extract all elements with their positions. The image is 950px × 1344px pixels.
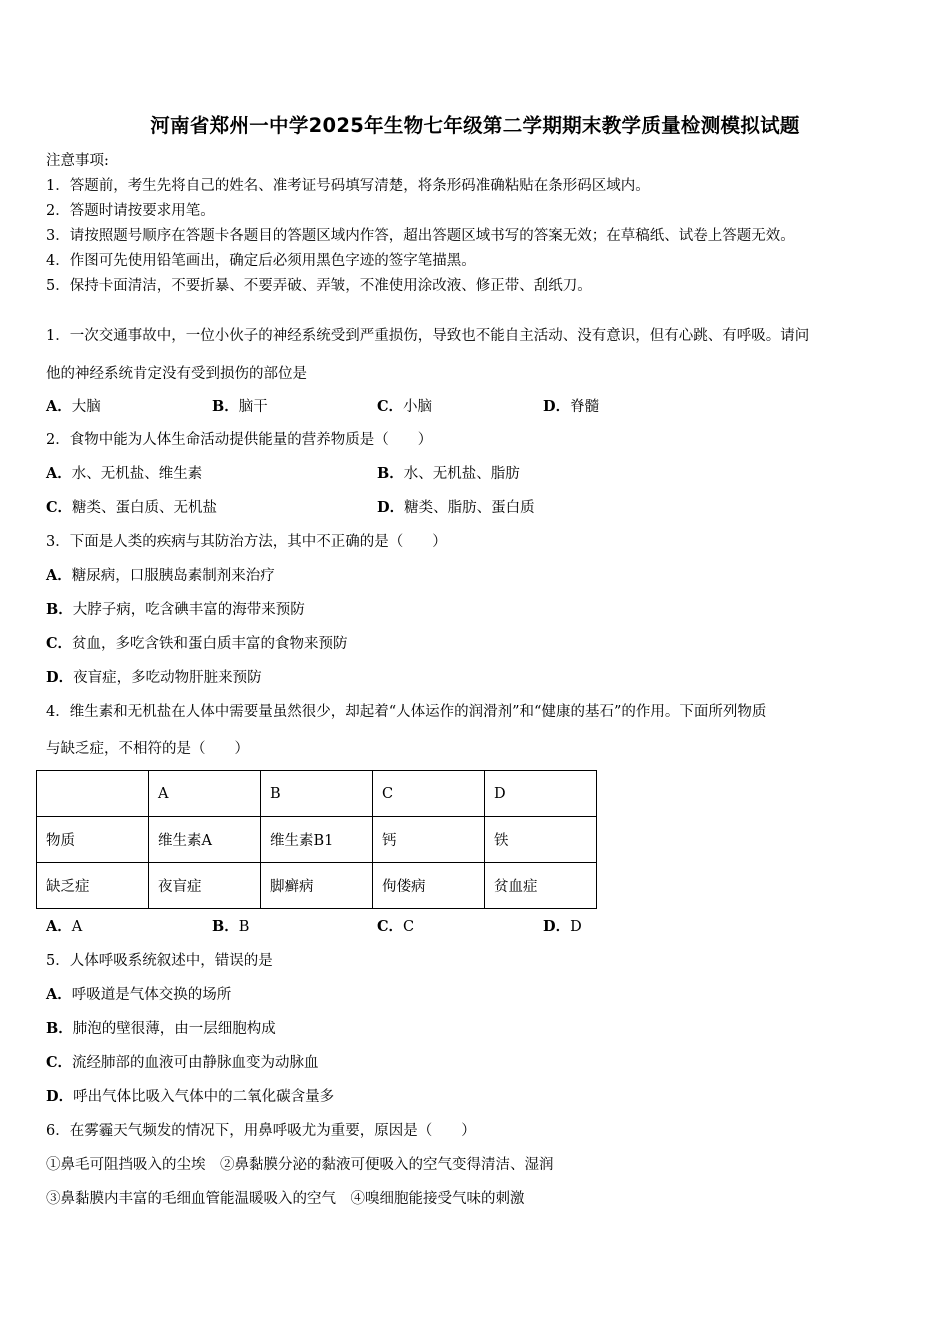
option-letter: A．	[46, 986, 72, 1003]
option-text: 大脖子病，吃含碘丰富的海带来预防	[72, 602, 305, 618]
option-text: 水、无机盐、维生素	[71, 466, 203, 482]
option-letter: B．	[46, 601, 73, 618]
question-3-stem: 3．下面是人类的疾病与其防治方法，其中不正确的是（ ）	[46, 534, 447, 550]
option-letter: D．	[377, 499, 405, 516]
question-5-option-c	[46, 1053, 319, 1073]
question-5-option-a	[46, 985, 231, 1005]
notice-item: 4．作图可先使用铅笔画出，确定后必须用黑色字迹的签字笔描黑。	[46, 253, 476, 269]
notice-item: 5．保持卡面清洁，不要折暴、不要弄破、弄皱，不准使用涂改液、修正带、刮纸刀。	[46, 278, 592, 294]
option-text: 呼出气体比吸入气体中的二氧化碳含量多	[73, 1089, 335, 1105]
option-text: D	[570, 919, 582, 935]
option-text: 大脑	[71, 399, 101, 415]
question-2-stem: 2．食物中能为人体生命活动提供能量的营养物质是（ ）	[46, 432, 433, 448]
option-letter: B．	[212, 398, 239, 415]
question-5-stem: 5．人体呼吸系统叙述中，错误的是	[46, 953, 273, 969]
question-4-table	[36, 770, 597, 909]
question-6-statement: ③鼻黏膜内丰富的毛细血管能温暖吸入的空气 ④嗅细胞能接受气味的刺激	[46, 1191, 525, 1207]
option-letter: C．	[46, 635, 73, 652]
question-2-option-a	[46, 464, 202, 484]
question-4-stem: 与缺乏症，不相符的是（ ）	[46, 741, 249, 757]
table-cell: 维生素A	[149, 817, 261, 863]
option-text: 糖类、蛋白质、无机盐	[72, 500, 218, 516]
question-1-stem: 1．一次交通事故中，一位小伙子的神经系统受到严重损伤，导致也不能自主活动、没有意识，但有心跳、有呼吸。请问	[46, 328, 810, 344]
question-1-option-c	[377, 397, 432, 417]
option-letter: B．	[377, 465, 404, 482]
table-cell: 铁	[485, 817, 597, 863]
option-letter: A．	[46, 918, 72, 935]
option-text: C	[403, 919, 415, 935]
option-letter: C．	[377, 398, 404, 415]
table-cell: 夜盲症	[149, 863, 261, 909]
option-letter: B．	[46, 1020, 73, 1037]
option-text: 脑干	[238, 399, 268, 415]
option-text: 小脑	[403, 399, 433, 415]
table-cell	[37, 771, 149, 817]
question-4-option-d	[543, 917, 582, 937]
table-cell: D	[485, 771, 597, 817]
table-cell: 缺乏症	[37, 863, 149, 909]
table-row	[37, 771, 597, 817]
option-text: 夜盲症，多吃动物肝脏来预防	[73, 670, 262, 686]
option-letter: A．	[46, 398, 72, 415]
notice-heading: 注意事项:	[46, 153, 109, 169]
question-4-option-a	[46, 917, 82, 937]
option-letter: D．	[543, 398, 571, 415]
table-cell: 维生素B1	[261, 817, 373, 863]
option-letter: D．	[46, 669, 74, 686]
option-text: 脊髓	[570, 399, 600, 415]
table-cell: 脚癣病	[261, 863, 373, 909]
table-cell: A	[149, 771, 261, 817]
page-title: 河南省郑州一中学2025年生物七年级第二学期期末教学质量检测模拟试题	[150, 114, 800, 137]
question-4-option-c	[377, 917, 414, 937]
table-row	[37, 863, 597, 909]
notice-item: 1．答题前，考生先将自己的姓名、准考证号码填写清楚，将条形码准确粘贴在条形码区域内。	[46, 178, 650, 194]
table-cell: 佝偻病	[373, 863, 485, 909]
option-text: 糖类、脂肪、蛋白质	[404, 500, 535, 516]
question-4-option-b	[212, 917, 249, 937]
question-1-option-b	[212, 397, 268, 417]
question-1-stem: 他的神经系统肯定没有受到损伤的部位是	[46, 366, 307, 382]
option-letter: B．	[212, 918, 239, 935]
option-letter: A．	[46, 465, 72, 482]
notice-item: 2．答题时请按要求用笔。	[46, 203, 215, 219]
question-6-stem: 6．在雾霾天气频发的情况下，用鼻呼吸尤为重要，原因是（ ）	[46, 1123, 476, 1139]
table-cell: 贫血症	[485, 863, 597, 909]
option-letter: C．	[46, 499, 73, 516]
question-3-option-d	[46, 668, 262, 688]
question-6-statement: ①鼻毛可阻挡吸入的尘埃 ②鼻黏膜分泌的黏液可便吸入的空气变得清洁、湿润	[46, 1157, 554, 1173]
question-4-stem: 4．维生素和无机盐在人体中需要量虽然很少，却起着“人体运作的润滑剂”和“健康的基石”的作用。下面所列物质	[46, 704, 767, 720]
option-letter: A．	[46, 567, 72, 584]
option-letter: C．	[46, 1054, 73, 1071]
question-2-option-b	[377, 464, 520, 484]
question-3-option-b	[46, 600, 305, 620]
option-text: B	[238, 919, 250, 935]
option-letter: C．	[377, 918, 404, 935]
option-text: 肺泡的壁很薄，由一层细胞构成	[72, 1021, 276, 1037]
option-text: 贫血，多吃含铁和蛋白质丰富的食物来预防	[72, 636, 348, 652]
option-text: 糖尿病，口服胰岛素制剂来治疗	[71, 568, 275, 584]
option-letter: D．	[46, 1088, 74, 1105]
question-1-option-d	[543, 397, 599, 417]
question-5-option-b	[46, 1019, 276, 1039]
question-3-option-c	[46, 634, 348, 654]
question-5-option-d	[46, 1087, 334, 1107]
option-text: A	[71, 919, 83, 935]
table-row	[37, 817, 597, 863]
question-2-option-c	[46, 498, 217, 518]
option-text: 流经肺部的血液可由静脉血变为动脉血	[72, 1055, 319, 1071]
table-cell: C	[373, 771, 485, 817]
question-3-option-a	[46, 566, 275, 586]
question-2-option-d	[377, 498, 535, 518]
table-cell: B	[261, 771, 373, 817]
table-cell: 物质	[37, 817, 149, 863]
option-text: 呼吸道是气体交换的场所	[71, 987, 232, 1003]
question-1-option-a	[46, 397, 101, 417]
notice-item: 3．请按照题号顺序在答题卡各题目的答题区域内作答，超出答题区域书写的答案无效；在草稿纸、试卷上答题无效。	[46, 228, 795, 244]
option-text: 水、无机盐、脂肪	[403, 466, 520, 482]
table-cell: 钙	[373, 817, 485, 863]
option-letter: D．	[543, 918, 571, 935]
